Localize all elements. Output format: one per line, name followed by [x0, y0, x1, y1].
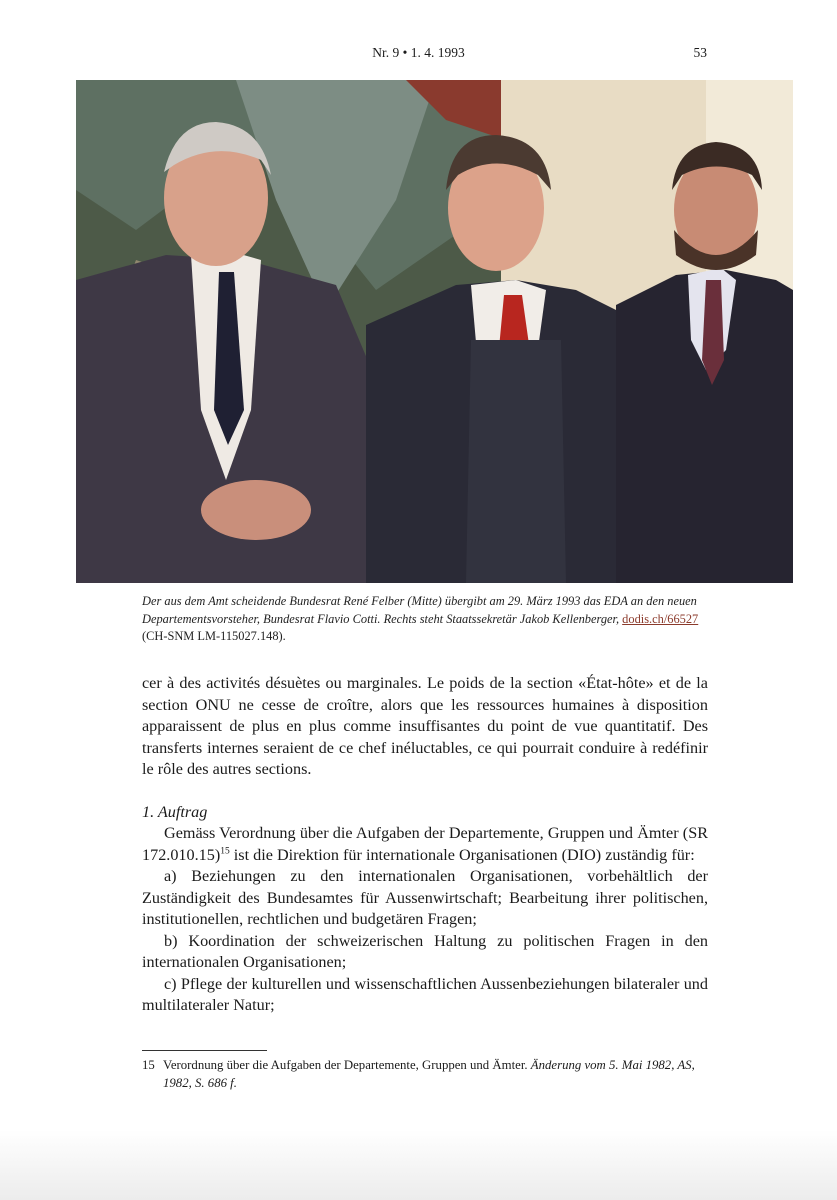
running-title: Nr. 9 • 1. 4. 1993 [372, 45, 465, 60]
page-shadow [0, 1130, 837, 1200]
footnote-number: 15 [142, 1058, 155, 1072]
page-header [0, 45, 837, 65]
footnote-divider [142, 1050, 267, 1051]
footnote [142, 1056, 708, 1092]
list-item-c: c) Pflege der kulturellen und wissenschaftlichen Aussenbeziehungen bilateraler und multilateraler Natur; [142, 974, 708, 1014]
footnote-marker[interactable]: 15 [220, 846, 230, 857]
mandate-text-after: ist die Direktion für internationale Organisationen (DIO) zuständig für: [229, 845, 695, 864]
photo-caption [142, 593, 702, 646]
list-item-b: b) Koordination der schweizerischen Haltung zu politischen Fragen in den internationalen Organisationen; [142, 931, 708, 971]
caption-text: Der aus dem Amt scheidende Bundesrat René Felber (Mitte) übergibt am 29. März 1993 das EDA an den neuen Departementsvorsteher, Bundesrat Flavio Cotti. Rechts steht Staatssekretär Jakob Kellenberger, [142, 594, 697, 626]
section-heading: 1. Auftrag [142, 802, 208, 821]
footnote-italic: Änderung vom 5. Mai 1982, AS, 1982, S. 686 f. [163, 1058, 695, 1090]
footnote-plain: Verordnung über die Aufgaben der Departemente, Gruppen und Ämter. [163, 1058, 531, 1072]
caption-reference: (CH-SNM LM-115027.148). [142, 629, 286, 643]
paragraph-french: cer à des activités désuètes ou marginales. Le poids de la section «État-hôte» et de la section ONU ne cesse de croître, alors que les ressources humaines à disposition apparaissent de plus en plus comme insuffisantes du point de vue quantitatif. Des transferts internes seraient de ce chef inéluctables, ce qui pourrait conduire à redéfinir le rôle des autres sections. [142, 674, 708, 778]
page-number: 53 [693, 45, 707, 60]
list-item-a: a) Beziehungen zu den internationalen Organisationen, vorbehältlich der Zuständigkeit des Bundesamtes für Aussenwirtschaft; Bearbeitung ihrer politischen, institutionellen, rechtlichen und budgetären Fragen; [142, 867, 708, 928]
dodis-link[interactable]: dodis.ch/66527 [622, 611, 699, 626]
photograph [76, 80, 793, 583]
footnote-text [163, 1056, 708, 1092]
paragraph-mandate [142, 823, 708, 866]
mandate-text-before: Gemäss Verordnung über die Aufgaben der Departemente, Gruppen und Ämter (SR 172.010.15) [142, 824, 708, 864]
body-text [142, 673, 708, 1017]
